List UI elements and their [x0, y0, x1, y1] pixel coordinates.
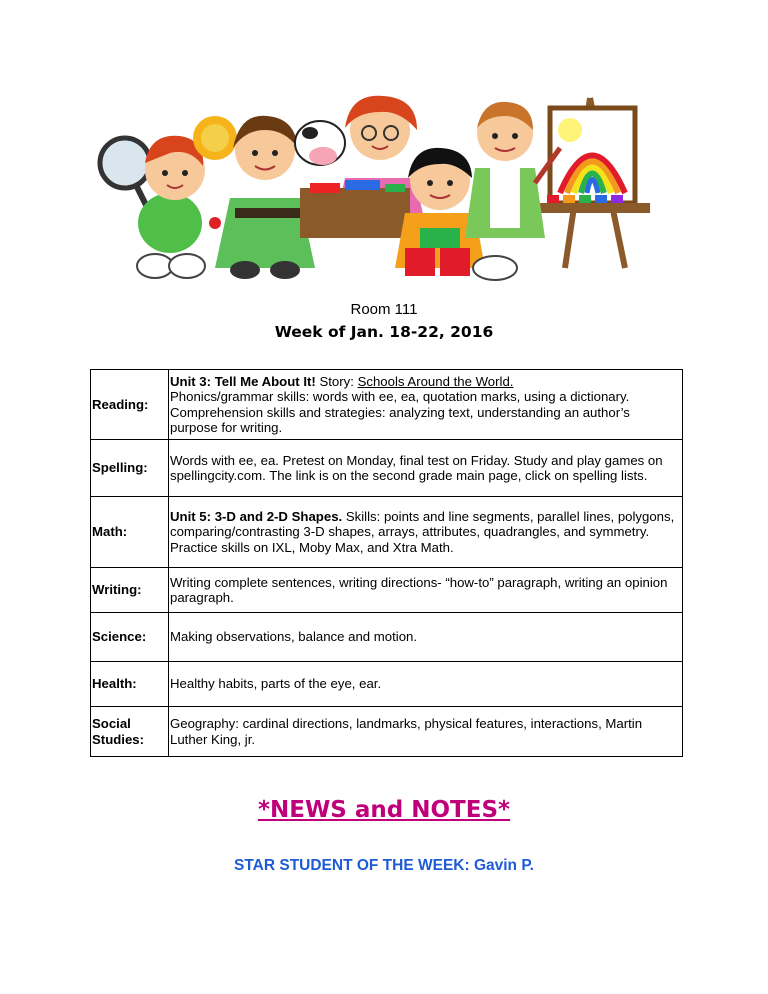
subject-text: Skills: points and line segments, parallel lines, polygons, comparing/contrasting 3-D shapes, arrays, attributes, quadrangles, and symmetry. [170, 508, 675, 540]
subjects-table [90, 369, 683, 757]
cow-icon [295, 121, 345, 165]
subject-name: Spelling: [91, 440, 169, 497]
subject-row-spelling [91, 440, 683, 497]
subject-description [169, 497, 683, 568]
subject-name: Reading: [91, 370, 169, 440]
subject-row-math [91, 497, 683, 568]
story-label: Story: [315, 373, 358, 389]
subject-description [169, 707, 683, 757]
subject-row-reading [91, 370, 683, 440]
star-student-text: STAR STUDENT OF THE WEEK: Gavin P. [234, 857, 534, 874]
sunflower-icon [193, 116, 237, 160]
news-notes-heading: *NEWS and NOTES* [257, 797, 511, 823]
subject-name: Health: [91, 662, 169, 707]
subject-practice-text: Practice skills on IXL, Moby Max, and Xtra Math. [170, 539, 454, 555]
subject-unit-title: Unit 5: 3-D and 2-D Shapes. [170, 508, 343, 524]
subject-description [169, 370, 683, 440]
subject-name: Math: [91, 497, 169, 568]
subject-row-social-studies [91, 707, 683, 757]
week-title: Week of Jan. 18-22, 2016 [274, 323, 494, 341]
easel-rainbow-icon [535, 98, 650, 268]
subject-name: Social Studies: [91, 707, 169, 757]
subject-description [169, 613, 683, 662]
subject-row-health [91, 662, 683, 707]
subject-unit-title: Unit 3: Tell Me About It! [170, 373, 316, 389]
subject-description [169, 662, 683, 707]
child-magnifier-icon [100, 136, 221, 278]
subject-text: Healthy habits, parts of the eye, ear. [170, 676, 382, 692]
subject-text: Writing complete sentences, writing directions- “how-to” paragraph, writing an opinion paragraph. [170, 574, 668, 605]
subject-description [169, 568, 683, 613]
subject-description [169, 440, 683, 497]
room-title: Room 111 [350, 301, 418, 318]
subject-name: Science: [91, 613, 169, 662]
subject-row-science [91, 613, 683, 662]
subject-name: Writing: [91, 568, 169, 613]
subject-row-writing [91, 568, 683, 613]
story-title: Schools Around the World. [357, 373, 514, 389]
subject-text: Phonics/grammar skills: words with ee, ea, quotation marks, using a dictionary. Comprehension skills and strategies: analyzing text, understanding an author’s purpose for writing. [170, 389, 630, 435]
children-clipart-illustration [95, 88, 660, 288]
desk-books-icon [300, 180, 410, 238]
subject-text: Geography: cardinal directions, landmarks, physical features, interactions, Martin Luther King, jr. [170, 716, 643, 747]
subject-text: Words with ee, ea. Pretest on Monday, final test on Friday. Study and play games on spellingcity.com. The link is on the second grade main page, click on spelling lists. [170, 452, 663, 483]
subject-text: Making observations, balance and motion. [170, 629, 418, 645]
